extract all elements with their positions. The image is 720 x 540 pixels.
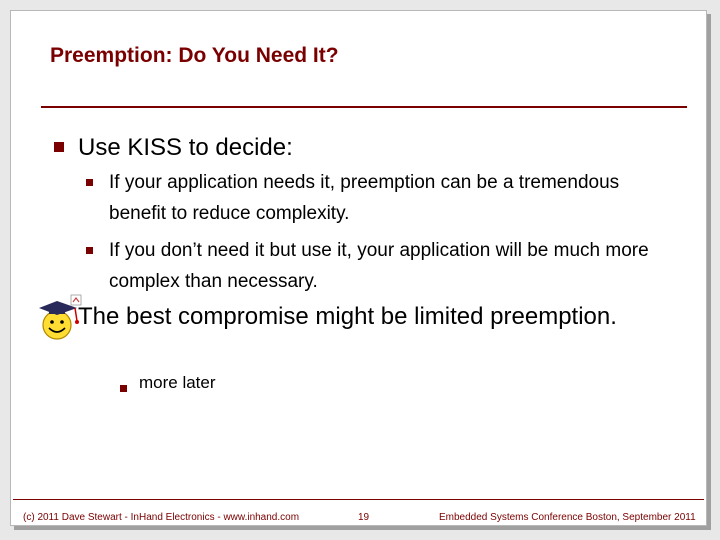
bullet-text: Use KISS to decide: xyxy=(78,134,293,161)
graduate-smiley-icon xyxy=(35,293,83,343)
bullet-text: The best compromise might be limited preemption. xyxy=(78,303,617,330)
slide-title: Preemption: Do You Need It? xyxy=(50,44,339,67)
title-divider xyxy=(41,106,687,108)
sub-bullet-text: If your application needs it, preemption can be a tremendous benefit to reduce complexity. xyxy=(109,172,620,224)
sub-bullet-marker xyxy=(86,179,93,186)
page-number: 19 xyxy=(358,512,370,523)
footer-conference: Embedded Systems Conference Boston, September 2011 xyxy=(439,512,696,523)
sub-bullet-text: If you don’t need it but use it, your application will be much more complex than necessary. xyxy=(109,240,649,292)
sub-sub-bullet-text: more later xyxy=(139,373,216,392)
sub-bullet-marker xyxy=(86,247,93,254)
footer-divider xyxy=(13,499,704,500)
slide xyxy=(10,10,707,526)
bullet-marker xyxy=(54,142,64,152)
footer-copyright: (c) 2011 Dave Stewart - InHand Electronics - www.inhand.com xyxy=(23,512,300,523)
sub-bullet-marker xyxy=(120,385,127,392)
